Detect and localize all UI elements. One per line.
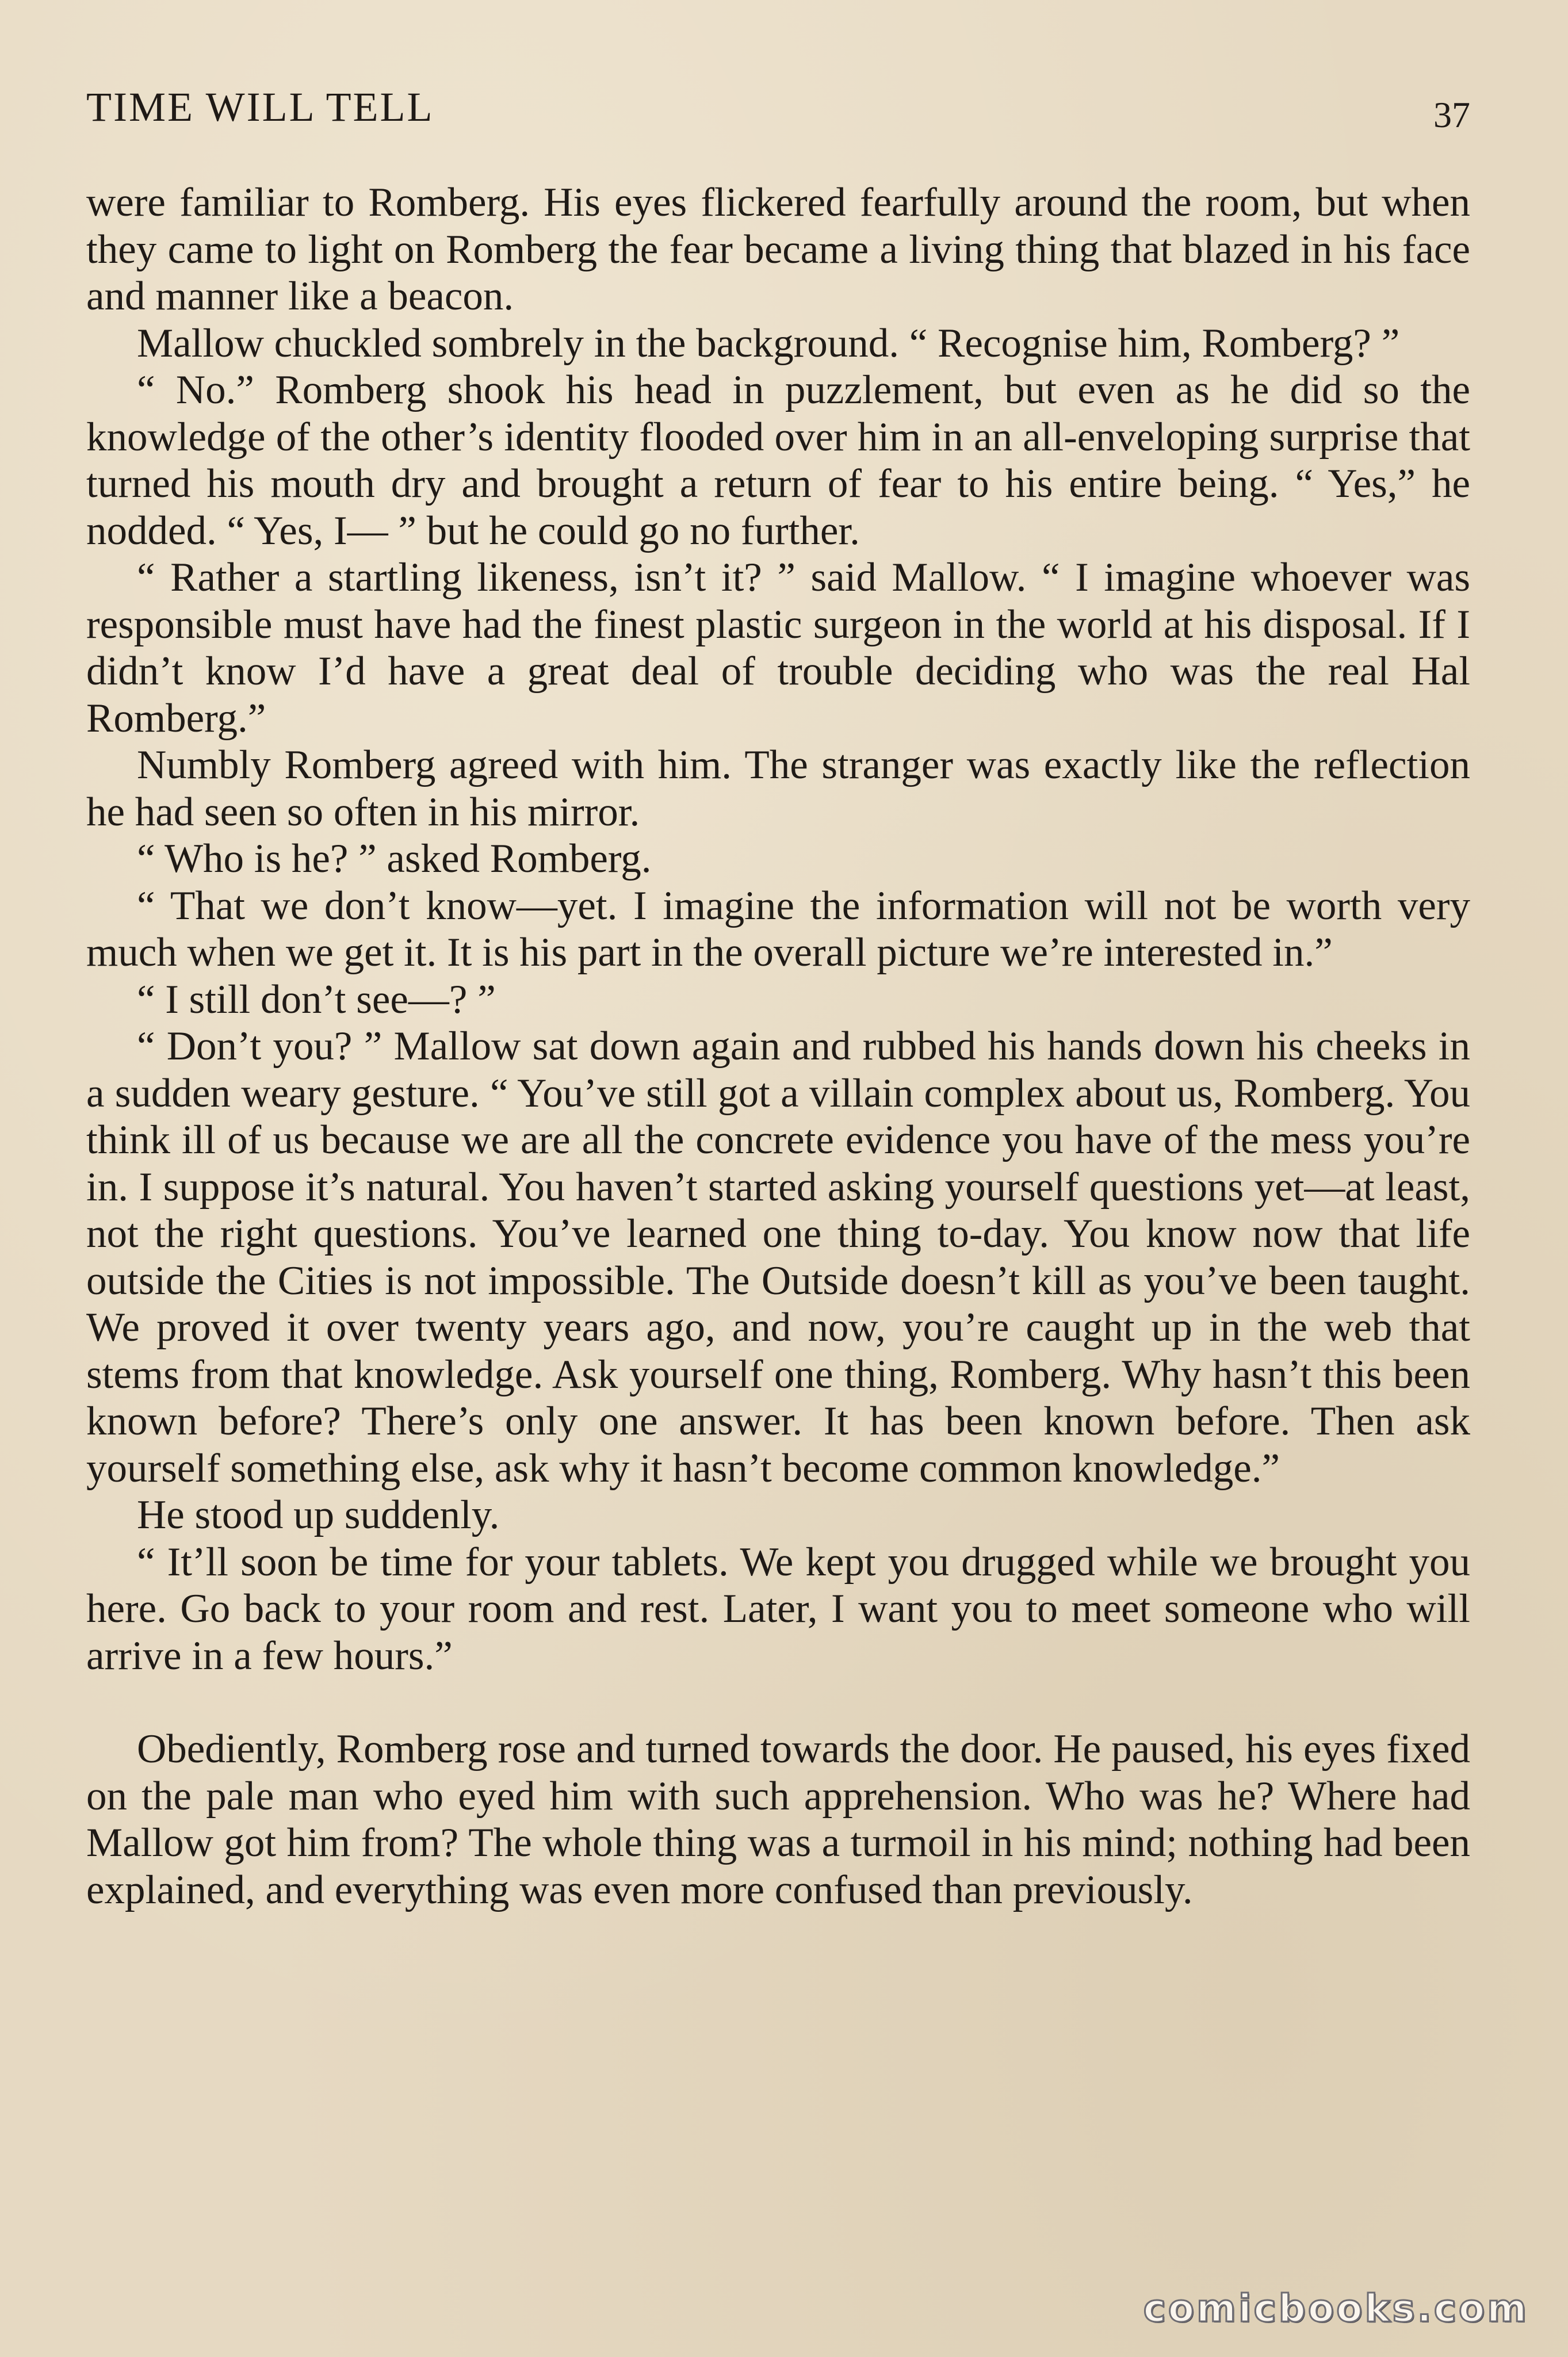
paragraph: Mallow chuckled sombrely in the background. “ Recognise him, Romberg? ” — [137, 320, 1400, 366]
paragraph: “ That we don’t know—yet. I imagine the information will not be worth very much when we get it. It is his part in the overall picture we’re interested in.” — [86, 883, 1470, 975]
paragraph: “ I still don’t see—? ” — [137, 977, 496, 1022]
paragraph: “ Who is he? ” asked Romberg. — [137, 836, 652, 881]
body-text — [86, 179, 1470, 1914]
paragraph: Numbly Romberg agreed with him. The stranger was exactly like the reflection he had seen so often in his mirror. — [86, 743, 1470, 835]
paragraph: were familiar to Romberg. His eyes flickered fearfully around the room, but when they came to light on Romberg the fear became a living thing that blazed in his face and manner like a beacon. — [86, 180, 1470, 319]
paragraph: “ It’ll soon be time for your tablets. We kept you drugged while we brought you here. Go back to your room and rest. Later, I want you to meet someone who will arrive in a few hours.” — [86, 1539, 1470, 1678]
paragraph: Obediently, Romberg rose and turned towards the door. He paused, his eyes fixed on the pale man who eyed him with such apprehension. Who was he? Where had Mallow got him from? The whole thing was a turmoil in his mind; nothing had been explained, and everything was even more confused than previously. — [86, 1727, 1470, 1912]
watermark: comicbooks.com — [1143, 2286, 1529, 2331]
page-number: 37 — [1433, 94, 1470, 135]
paragraph: “ No.” Romberg shook his head in puzzlement, but even as he did so the knowledge of the other’s identity flooded over him in an all-enveloping surprise that turned his mouth dry and brought a return of fear to his entire being. “ Yes,” he nodded. “ Yes, I— ” but he could go no further. — [86, 368, 1470, 553]
running-title: TIME WILL TELL — [86, 84, 434, 130]
paragraph: “ Don’t you? ” Mallow sat down again and rubbed his hands down his cheeks in a sudden weary gesture. “ You’ve still got a villain complex about us, Romberg. You think ill of us because we are all the concrete evidence you have of the mess you’re in. I suppose it’s natural. You haven’t started asking yourself questions yet—at least, not the right questions. You’ve learned one thing to-day. You know now that life outside the Cities is not impossible. The Outside doesn’t kill as you’ve been taught. We proved it over twenty years ago, and now, you’re caught up in the web that stems from that knowledge. Ask yourself one thing, Romberg. Why hasn’t this been known before? There’s only one answer. It has been known before. Then ask yourself something else, ask why it hasn’t become common knowledge.” — [86, 1024, 1470, 1491]
paragraph: He stood up suddenly. — [137, 1493, 500, 1537]
paragraph: “ Rather a startling likeness, isn’t it? ” said Mallow. “ I imagine whoever was responsible must have had the finest plastic surgeon in the world at his disposal. If I didn’t know I’d have a great deal of trouble deciding who was the real Hal Romberg.” — [86, 555, 1470, 741]
